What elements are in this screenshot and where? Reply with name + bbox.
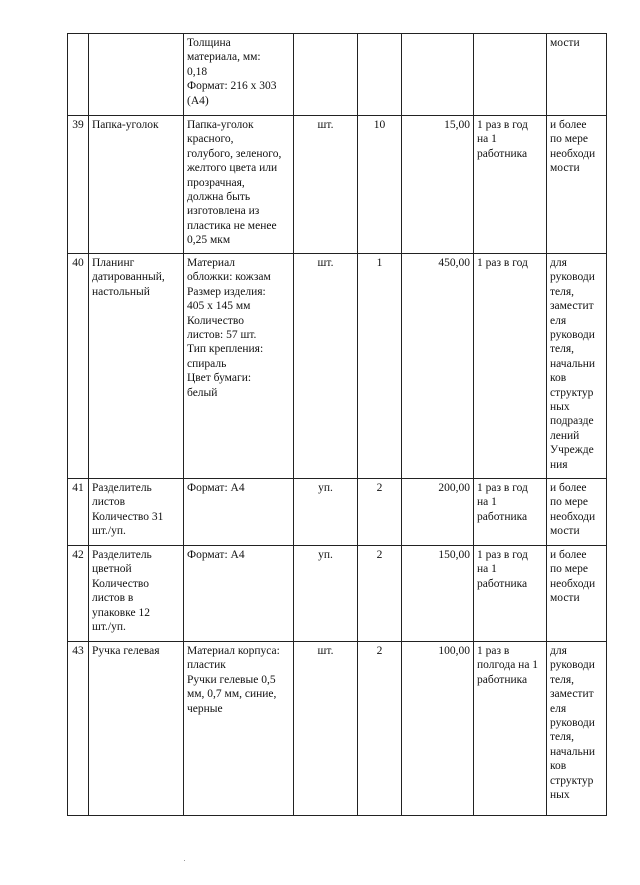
row-number: 41 [68,479,89,546]
item-quantity: 10 [358,116,402,254]
item-note-line: по мере [550,496,589,509]
item-description-line: Формат: А4 [187,482,245,494]
row-number: 39 [68,116,89,254]
item-name [89,642,184,816]
item-note-line: еля [550,314,567,327]
item-note-line: теля, [550,673,575,686]
item-description-line: должна быть [187,191,251,204]
item-note-line: теля, [550,343,575,356]
item-note-line: лений [550,429,580,442]
table-row [68,642,607,816]
item-description [184,116,294,254]
item-name-line: датированный, [92,271,165,284]
item-name-line: Разделитель [92,549,152,561]
item-description [184,254,294,479]
item-note [547,546,607,642]
item-frequency-line: 1 раз в год [477,119,528,131]
item-frequency-line: работника [477,673,528,686]
item-description [184,642,294,816]
item-description-line: Цвет бумаги: [187,372,252,385]
item-frequency [474,34,547,116]
item-description-line: Тип крепления: [187,343,264,356]
table-body [68,34,607,816]
item-price: 200,00 [402,479,474,546]
item-quantity: 2 [358,546,402,642]
item-name-line: Планинг [92,257,135,269]
item-note-line: руководи [550,329,595,342]
item-note-line: заместит [550,300,594,313]
item-note-line: для [550,645,567,657]
item-name-line: шт./уп. [92,621,126,634]
item-note [547,34,607,116]
table-row [68,546,607,642]
item-note-line: теля, [550,285,575,298]
item-note-line: необходи [550,577,596,590]
item-note-line: по мере [550,133,589,146]
item-unit: уп. [294,546,358,642]
item-description-line: 405 х 145 мм [187,300,251,313]
item-frequency-line: полгода на 1 [477,659,539,672]
item-name [89,254,184,479]
item-note-line: подразде [550,415,594,428]
row-number [68,34,89,116]
item-price [402,34,474,116]
item-description-line: Материал [187,257,236,269]
item-frequency-line: работника [477,577,528,590]
item-description-line: белый [187,386,218,399]
item-note-line: и более [550,119,587,131]
item-description-line: красного, [187,133,234,146]
item-description-line: Формат: А4 [187,549,245,561]
item-note-line: еля [550,702,567,715]
table-row [68,254,607,479]
item-description-line: прозрачная, [187,176,245,189]
item-frequency-line: работника [477,510,528,523]
item-frequency [474,546,547,642]
row-number: 40 [68,254,89,479]
item-frequency-line: работника [477,147,528,160]
item-note-line: необходи [550,510,596,523]
item-description-line: спираль [187,357,227,370]
item-quantity [358,34,402,116]
item-frequency-line: на 1 [477,133,497,146]
item-description-line: черные [187,702,223,715]
item-frequency-line: на 1 [477,496,497,509]
item-price: 100,00 [402,642,474,816]
item-description [184,479,294,546]
item-note [547,479,607,546]
item-note-line: по мере [550,563,589,576]
item-frequency-line: 1 раз в год [477,549,528,561]
item-note-line: начальни [550,745,596,758]
item-description-line: Материал корпуса: [187,645,280,657]
item-note-line: и более [550,549,587,561]
item-note-line: ков [550,760,567,773]
item-name-line: Количество 31 [92,510,164,523]
item-description-line: Количество [187,314,244,327]
item-frequency-line: 1 раз в [477,645,510,657]
item-note-line: руководи [550,717,595,730]
item-name-line: упаковке 12 [92,606,150,619]
item-note-line: ния [550,458,568,471]
item-note-line: начальни [550,357,596,370]
table-row [68,34,607,116]
item-frequency [474,479,547,546]
item-note-line: мости [550,37,580,49]
item-note-line: для [550,257,567,269]
item-name-line: цветной [92,563,132,576]
row-number: 42 [68,546,89,642]
item-description-line: материала, мм: [187,51,261,64]
item-note-line: необходи [550,147,596,160]
item-note-line: мости [550,592,580,605]
item-name-line: настольный [92,285,150,298]
item-frequency-line: 1 раз в год [477,257,528,269]
item-unit: шт. [294,254,358,479]
item-name-line: шт./уп. [92,525,126,538]
item-description-line: листов: 57 шт. [187,329,257,342]
items-table [67,33,607,816]
item-note [547,116,607,254]
item-note-line: структур [550,386,594,399]
item-note-line: и более [550,482,587,494]
item-unit: шт. [294,116,358,254]
item-description-line: изготовлена из [187,205,260,218]
item-description [184,34,294,116]
item-description-line: 0,18 [187,65,208,78]
item-name-line: листов [92,496,126,509]
item-note [547,642,607,816]
table-row [68,479,607,546]
item-unit: шт. [294,642,358,816]
item-note-line: заместит [550,688,594,701]
item-description-line: обложки: кожзам [187,271,271,284]
item-name-line: Разделитель [92,482,152,494]
item-quantity: 1 [358,254,402,479]
item-description-line: голубого, зеленого, [187,147,282,160]
item-frequency-line: на 1 [477,563,497,576]
item-name-line: Папка-уголок [92,119,159,131]
item-price: 15,00 [402,116,474,254]
item-name [89,546,184,642]
item-unit: уп. [294,479,358,546]
scan-speck [184,860,185,861]
item-note-line: мости [550,162,580,175]
item-frequency [474,254,547,479]
item-name [89,479,184,546]
item-description-line: Ручки гелевые 0,5 [187,673,276,686]
item-note-line: Учрежде [550,444,594,457]
item-frequency-line: 1 раз в год [477,482,528,494]
item-note-line: мости [550,525,580,538]
item-price: 150,00 [402,546,474,642]
item-note [547,254,607,479]
item-description-line: (А4) [187,94,209,107]
item-name-line: Количество [92,577,149,590]
item-name [89,34,184,116]
item-name-line: Ручка гелевая [92,645,160,657]
item-note-line: руководи [550,659,595,672]
item-name [89,116,184,254]
item-note-line: структур [550,774,594,787]
item-description-line: 0,25 мкм [187,234,231,247]
item-description-line: мм, 0,7 мм, синие, [187,688,277,701]
item-quantity: 2 [358,479,402,546]
item-frequency [474,642,547,816]
item-description-line: Формат: 216 х 303 [187,80,277,93]
item-description-line: Папка-уголок [187,119,254,131]
item-unit [294,34,358,116]
item-description-line: желтого цвета или [187,162,278,175]
item-description [184,546,294,642]
item-note-line: теля, [550,731,575,744]
item-price: 450,00 [402,254,474,479]
item-frequency [474,116,547,254]
table-row [68,116,607,254]
item-description-line: Размер изделия: [187,285,266,298]
item-quantity: 2 [358,642,402,816]
item-note-line: ных [550,401,570,414]
row-number: 43 [68,642,89,816]
item-note-line: ных [550,789,570,802]
item-note-line: ков [550,372,567,385]
item-name-line: листов в [92,592,134,605]
item-description-line: Толщина [187,37,231,49]
item-note-line: руководи [550,271,595,284]
item-description-line: пластик [187,659,226,672]
item-description-line: пластика не менее [187,219,277,232]
